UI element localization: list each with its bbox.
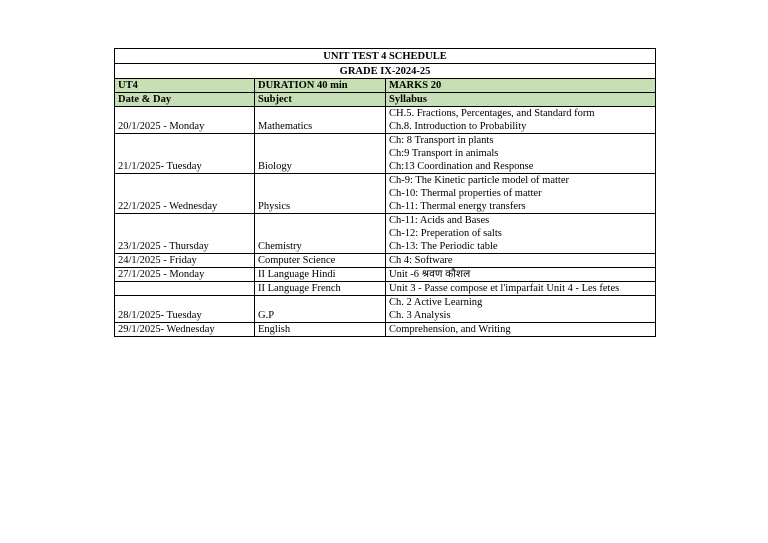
syllabus-line: Ch. 3 Analysis <box>389 310 451 321</box>
date-cell: 21/1/2025- Tuesday <box>115 134 255 174</box>
header-date: Date & Day <box>115 93 255 107</box>
subject-cell: II Language Hindi <box>255 268 386 282</box>
date-cell: 22/1/2025 - Wednesday <box>115 174 255 214</box>
syllabus-line: Comprehension, and Writing <box>389 324 511 335</box>
syllabus-cell <box>386 296 656 323</box>
syllabus-cell <box>386 214 656 254</box>
date-cell: 27/1/2025 - Monday <box>115 268 255 282</box>
date-cell: 28/1/2025- Tuesday <box>115 296 255 323</box>
table-row <box>115 296 656 323</box>
date-cell: 24/1/2025 - Friday <box>115 254 255 268</box>
table-row <box>115 107 656 134</box>
table-row <box>115 282 656 296</box>
syllabus-line: CH.5. Fractions, Percentages, and Standard form <box>389 108 595 119</box>
subject-cell: Physics <box>255 174 386 214</box>
table-row <box>115 323 656 337</box>
syllabus-cell <box>386 282 656 296</box>
syllabus-cell <box>386 174 656 214</box>
header-row <box>115 93 656 107</box>
syllabus-line: Ch-12: Preperation of salts <box>389 228 502 239</box>
header-syllabus: Syllabus <box>386 93 656 107</box>
syllabus-cell <box>386 134 656 174</box>
schedule-table <box>114 48 656 337</box>
subject-cell: Computer Science <box>255 254 386 268</box>
syllabus-line: Ch-11: Acids and Bases <box>389 215 490 226</box>
syllabus-cell <box>386 254 656 268</box>
subject-cell: Chemistry <box>255 214 386 254</box>
table-row <box>115 254 656 268</box>
table-row <box>115 268 656 282</box>
syllabus-line: Ch. 2 Active Learning <box>389 297 483 308</box>
syllabus-line: Unit 3 - Passe compose et l'imparfait Unit 4 - Les fetes <box>389 283 620 294</box>
syllabus-line: Ch-13: The Periodic table <box>389 241 498 252</box>
subject-cell: Biology <box>255 134 386 174</box>
syllabus-line: Ch-10: Thermal properties of matter <box>389 188 542 199</box>
date-cell: 23/1/2025 - Thursday <box>115 214 255 254</box>
syllabus-line: Unit -6 श्रवण कौशल <box>389 269 471 280</box>
grade-row <box>115 64 656 79</box>
syllabus-cell <box>386 107 656 134</box>
subject-cell: English <box>255 323 386 337</box>
unit-test-label: UT4 <box>115 79 255 93</box>
marks-label: MARKS 20 <box>386 79 656 93</box>
duration-label: DURATION 40 min <box>255 79 386 93</box>
syllabus-line: Ch.8. Introduction to Probability <box>389 121 527 132</box>
date-cell: 20/1/2025 - Monday <box>115 107 255 134</box>
syllabus-line: Ch 4: Software <box>389 255 453 266</box>
syllabus-cell <box>386 323 656 337</box>
table-row <box>115 174 656 214</box>
header-subject: Subject <box>255 93 386 107</box>
subject-cell: Mathematics <box>255 107 386 134</box>
syllabus-cell <box>386 268 656 282</box>
title-row <box>115 49 656 64</box>
syllabus-line: Ch: 8 Transport in plants <box>389 135 494 146</box>
subject-cell: G.P <box>255 296 386 323</box>
syllabus-line: Ch:13 Coordination and Response <box>389 161 534 172</box>
info-row <box>115 79 656 93</box>
date-cell <box>115 282 255 296</box>
table-row <box>115 214 656 254</box>
syllabus-line: Ch-11: Thermal energy transfers <box>389 201 526 212</box>
subject-cell: II Language French <box>255 282 386 296</box>
schedule-title: UNIT TEST 4 SCHEDULE <box>115 49 656 64</box>
grade-label: GRADE IX-2024-25 <box>115 64 656 79</box>
table-row <box>115 134 656 174</box>
syllabus-line: Ch-9: The Kinetic particle model of matter <box>389 175 569 186</box>
syllabus-line: Ch:9 Transport in animals <box>389 148 499 159</box>
date-cell: 29/1/2025- Wednesday <box>115 323 255 337</box>
